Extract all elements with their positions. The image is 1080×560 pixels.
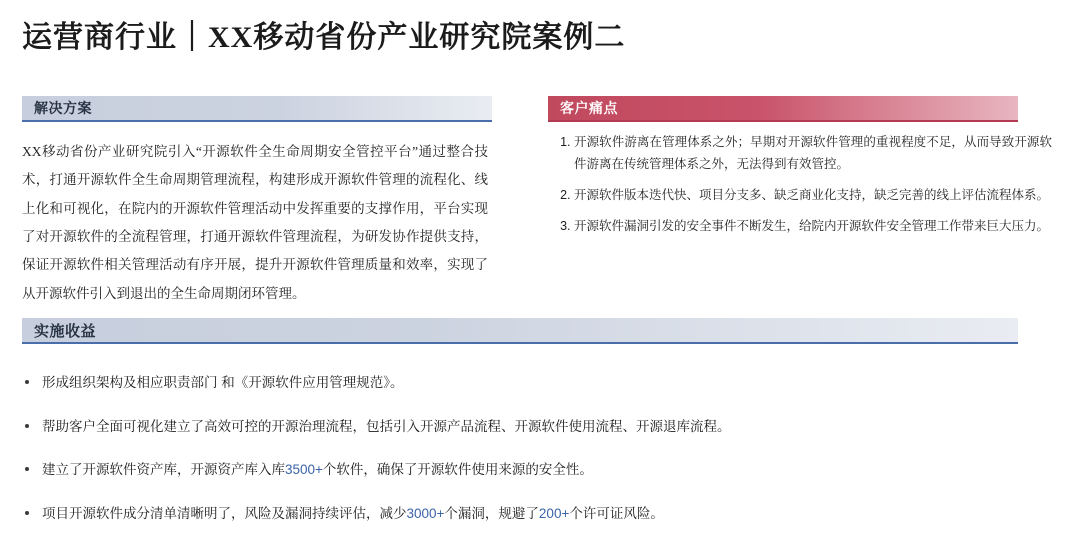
benefits-list <box>22 372 1022 546</box>
pain-points-list <box>548 132 1052 247</box>
benefits-header-bar <box>22 318 1018 344</box>
list-item: 帮助客户全面可视化建立了高效可控的开源治理流程，包括引入开源产品流程、开源软件使用流程、开源退库流程。 <box>22 416 1022 438</box>
solution-header-bar <box>22 96 492 122</box>
pain-points-header-bar <box>548 96 1018 122</box>
list-item: 2. 开源软件版本迭代快、项目分支多、缺乏商业化支持，缺乏完善的线上评估流程体系。 <box>574 185 1052 207</box>
benefits-heading: 实施收益 <box>34 323 97 340</box>
list-item: 形成组织架构及相应职责部门 和《开源软件应用管理规范》。 <box>22 372 1022 394</box>
list-item: 1. 开源软件游离在管理体系之外；早期对开源软件管理的重视程度不足，从而导致开源软件游离在传统管理体系之外，无法得到有效管控。 <box>574 132 1052 176</box>
pain-points-heading: 客户痛点 <box>560 102 618 117</box>
solution-heading: 解决方案 <box>34 102 92 117</box>
list-item: 建立了开源软件资产库，开源资产库入库3500+个软件，确保了开源软件使用来源的安全性。 <box>22 459 1022 481</box>
solution-body-text: XX移动省份产业研究院引入“开源软件全生命周期安全管控平台”通过整合技术，打通开源软件全生命周期管理流程，构建形成开源软件管理的流程化、线上化和可视化，在院内的开源软件管理活动中发挥重要的支撑作用，平台实现了对开源软件的全流程管理，打通开源软件管理流程，为研发协作提供支持，保证开源软件相关管理活动有序开展，提升开源软件管理质量和效率，实现了从开源软件引入到退出的全生命周期闭环管理。 <box>22 144 488 301</box>
list-item: 3. 开源软件漏洞引发的安全事件不断发生，给院内开源软件安全管理工作带来巨大压力。 <box>574 216 1052 238</box>
list-item: 项目开源软件成分清单清晰明了，风险及漏洞持续评估，减少3000+个漏洞，规避了200+个许可证风险。 <box>22 503 1022 525</box>
page-title: 运营商行业｜XX移动省份产业研究院案例二 <box>22 21 626 54</box>
